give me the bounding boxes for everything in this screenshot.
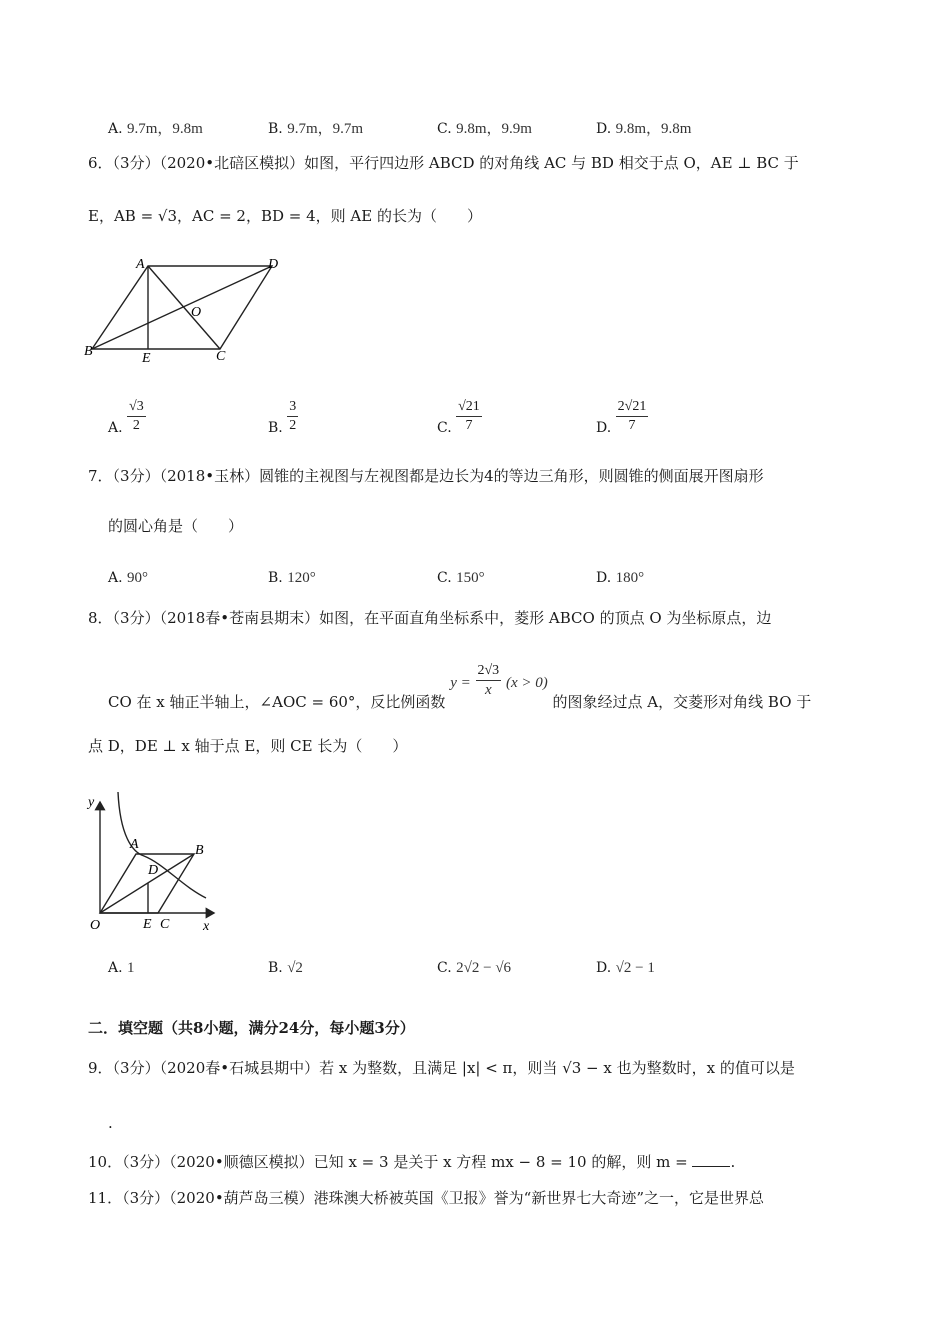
q8-label-o: O [90,918,101,933]
q8-option-b: B. √2 [268,960,303,976]
q6-option-c: C. $\frac{√21}{7}$ [437,399,480,436]
q6-label-c: C [216,349,226,364]
q6-label-d: D [268,257,279,272]
q8-label-a: A [130,837,139,852]
q8-option-a: A. 1 [108,960,135,976]
q6-figure [80,252,300,367]
q10-answer-blank[interactable] [692,1166,730,1167]
q6-option-d-frac: $\frac{2√21}{7}$ [617,399,647,433]
q8-line3: 点 D，DE ⊥ x 轴于点 E，则 CE 长为（ ） [88,737,408,755]
q8-line1: 8．（3分）（2018春•苍南县期末）如图，在平面直角坐标系中，菱形 ABCO 的顶点 O 为坐标原点，边 [88,609,772,627]
q5-option-b: B. 9.7m，9.7m [268,121,364,137]
q6-label-b: B [84,344,93,359]
q8-label-y: y [88,795,95,810]
q7-option-a: A. 90° [108,570,149,586]
q8-figure [82,790,222,935]
q6-label-e: E [142,351,151,366]
q6-line2: E，AB = √3，AC = 2，BD = 4，则 AE 的长为（ ） [88,207,482,225]
q7-option-d: D. 180° [596,570,645,586]
q11-line1: 11．（3分）（2020•葫芦岛三模）港珠澳大桥被英国《卫报》誉为“新世界七大奇迹”之一，它是世界总 [88,1189,765,1207]
q8-function-frac: $\frac{2√3}{x}$ [477,663,500,698]
section-2-title: 二．填空题（共8小题，满分24分，每小题3分） [88,1019,415,1037]
q8-option-d: D. √2 − 1 [596,960,655,976]
q6-option-a: A. $\frac{√3}{2}$ [108,399,144,436]
q8-line2: CO 在 x 轴正半轴上，∠AOC = 60°，反比例函数 y = $\frac{2√3}{x}$ (x > 0) 的图象经过点 A，交菱形对角线 BO 于 [108,663,812,711]
q8-label-e: E [143,917,152,932]
q6-option-c-frac: $\frac{√21}{7}$ [458,399,480,433]
q5-option-a: A. 9.7m，9.8m [108,121,203,137]
q10-line: 10．（3分）（2020•顺德区模拟）已知 x = 3 是关于 x 方程 mx − 8 = 10 的解，则 m = . [88,1153,736,1171]
q6-option-d: D. $\frac{2√21}{7}$ [596,399,647,436]
q7-line1: 7．（3分）（2018•玉林）圆锥的主视图与左视图都是边长为4的等边三角形，则圆锥的侧面展开图扇形 [88,467,764,485]
q9-line1: 9．（3分）（2020春•石城县期中）若 x 为整数，且满足 |x| < π，则当 √3 − x 也为整数时，x 的值可以是 [88,1059,795,1077]
q5-option-c: C. 9.8m，9.9m [437,121,532,137]
q8-label-b: B [195,843,204,858]
q6-option-b: B. $\frac{3}{2}$ [268,399,297,436]
q9-line2: . [108,1114,113,1132]
q8-option-c: C. 2√2 − √6 [437,960,512,976]
q8-label-c: C [160,917,170,932]
q6-label-o: O [191,305,202,320]
q8-label-x: x [203,919,210,934]
q6-option-a-frac: $\frac{√3}{2}$ [129,399,144,433]
q7-option-c: C. 150° [437,570,485,586]
q6-label-a: A [136,257,145,272]
q8-label-d: D [148,863,159,878]
q5-option-d: D. 9.8m，9.8m [596,121,692,137]
q6-option-b-frac: $\frac{3}{2}$ [289,399,297,433]
q7-option-b: B. 120° [268,570,316,586]
q6-line1: 6．（3分）（2020•北碚区模拟）如图，平行四边形 ABCD 的对角线 AC 与 BD 相交于点 O，AE ⊥ BC 于 [88,154,799,172]
q7-line2: 的圆心角是（ ） [108,517,244,535]
